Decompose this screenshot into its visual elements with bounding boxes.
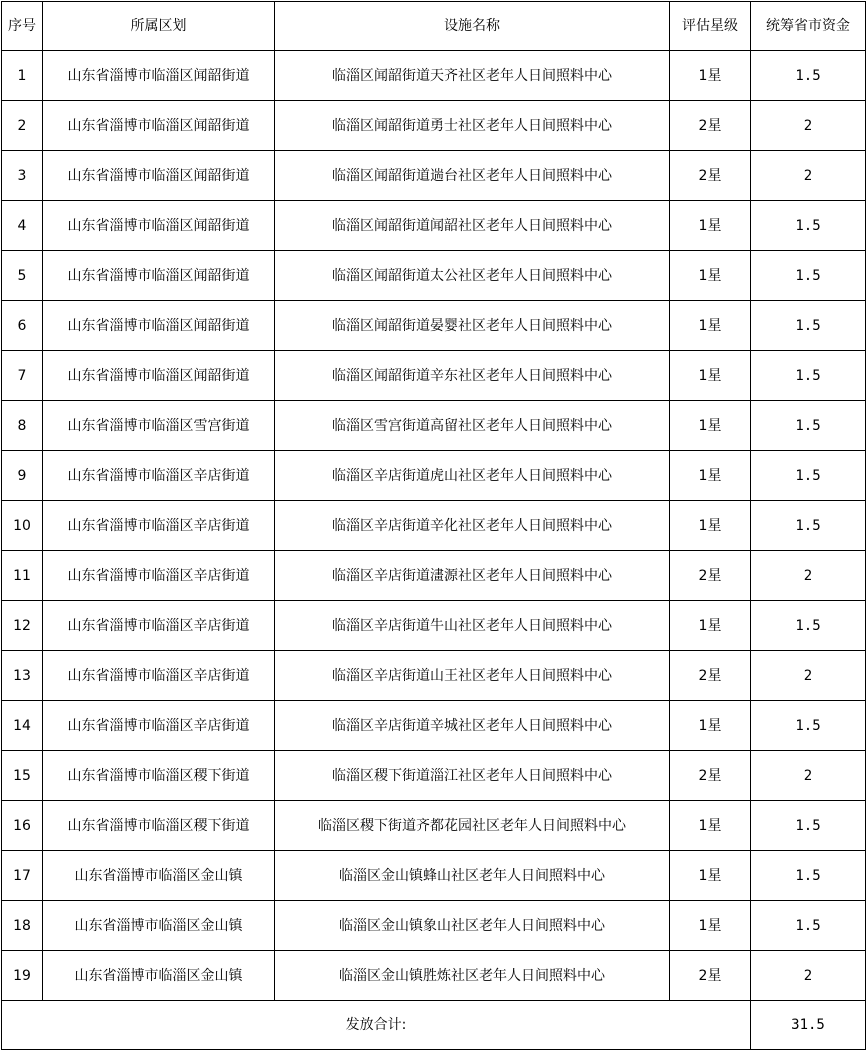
- cell-level: 2星: [670, 751, 751, 801]
- table-row: [2, 701, 866, 751]
- cell-funds: 2: [751, 651, 866, 701]
- table-row: [2, 551, 866, 601]
- cell-funds: 1.5: [751, 251, 866, 301]
- cell-funds: 2: [751, 101, 866, 151]
- table-row: [2, 951, 866, 1001]
- total-label: 发放合计:: [2, 1001, 751, 1050]
- cell-funds: 1.5: [751, 351, 866, 401]
- cell-region: 山东省淄博市临淄区闻韶街道: [43, 301, 275, 351]
- header-seq: 序号: [2, 2, 43, 51]
- cell-seq: 1: [2, 51, 43, 101]
- table-row: [2, 201, 866, 251]
- cell-level: 1星: [670, 201, 751, 251]
- cell-seq: 18: [2, 901, 43, 951]
- cell-region: 山东省淄博市临淄区闻韶街道: [43, 201, 275, 251]
- cell-funds: 1.5: [751, 201, 866, 251]
- cell-seq: 7: [2, 351, 43, 401]
- cell-funds: 1.5: [751, 901, 866, 951]
- cell-seq: 6: [2, 301, 43, 351]
- cell-level: 1星: [670, 401, 751, 451]
- cell-seq: 8: [2, 401, 43, 451]
- cell-region: 山东省淄博市临淄区稷下街道: [43, 751, 275, 801]
- cell-seq: 5: [2, 251, 43, 301]
- cell-region: 山东省淄博市临淄区辛店街道: [43, 501, 275, 551]
- cell-level: 1星: [670, 701, 751, 751]
- cell-facility: 临淄区闻韶街道天齐社区老年人日间照料中心: [275, 51, 670, 101]
- cell-funds: 1.5: [751, 601, 866, 651]
- cell-facility: 临淄区闻韶街道勇士社区老年人日间照料中心: [275, 101, 670, 151]
- total-value: 31.5: [751, 1001, 866, 1050]
- cell-level: 1星: [670, 301, 751, 351]
- cell-facility: 临淄区辛店街道辛城社区老年人日间照料中心: [275, 701, 670, 751]
- cell-funds: 1.5: [751, 851, 866, 901]
- cell-facility: 临淄区辛店街道牛山社区老年人日间照料中心: [275, 601, 670, 651]
- cell-level: 1星: [670, 51, 751, 101]
- table-row: [2, 351, 866, 401]
- cell-region: 山东省淄博市临淄区辛店街道: [43, 601, 275, 651]
- cell-funds: 2: [751, 951, 866, 1001]
- table-row: [2, 751, 866, 801]
- cell-level: 1星: [670, 801, 751, 851]
- cell-facility: 临淄区稷下街道齐都花园社区老年人日间照料中心: [275, 801, 670, 851]
- cell-seq: 14: [2, 701, 43, 751]
- cell-funds: 1.5: [751, 51, 866, 101]
- table-body: [2, 51, 866, 1001]
- cell-facility: 临淄区闻韶街道太公社区老年人日间照料中心: [275, 251, 670, 301]
- cell-seq: 9: [2, 451, 43, 501]
- cell-seq: 17: [2, 851, 43, 901]
- cell-seq: 3: [2, 151, 43, 201]
- table-row: [2, 401, 866, 451]
- cell-seq: 10: [2, 501, 43, 551]
- cell-level: 1星: [670, 901, 751, 951]
- cell-facility: 临淄区闻韶街道晏婴社区老年人日间照料中心: [275, 301, 670, 351]
- cell-facility: 临淄区辛店街道虎山社区老年人日间照料中心: [275, 451, 670, 501]
- cell-facility: 临淄区稷下街道淄江社区老年人日间照料中心: [275, 751, 670, 801]
- header-funds: 统筹省市资金: [751, 2, 866, 51]
- cell-region: 山东省淄博市临淄区辛店街道: [43, 651, 275, 701]
- cell-region: 山东省淄博市临淄区闻韶街道: [43, 51, 275, 101]
- cell-region: 山东省淄博市临淄区金山镇: [43, 901, 275, 951]
- cell-region: 山东省淄博市临淄区金山镇: [43, 851, 275, 901]
- cell-facility: 临淄区金山镇胜炼社区老年人日间照料中心: [275, 951, 670, 1001]
- cell-seq: 19: [2, 951, 43, 1001]
- cell-funds: 1.5: [751, 451, 866, 501]
- cell-region: 山东省淄博市临淄区闻韶街道: [43, 251, 275, 301]
- cell-region: 山东省淄博市临淄区闻韶街道: [43, 151, 275, 201]
- cell-seq: 16: [2, 801, 43, 851]
- table-row: [2, 451, 866, 501]
- cell-region: 山东省淄博市临淄区辛店街道: [43, 551, 275, 601]
- cell-facility: 临淄区金山镇象山社区老年人日间照料中心: [275, 901, 670, 951]
- cell-region: 山东省淄博市临淄区闻韶街道: [43, 351, 275, 401]
- cell-funds: 1.5: [751, 401, 866, 451]
- cell-facility: 临淄区雪宫街道高留社区老年人日间照料中心: [275, 401, 670, 451]
- header-row: [2, 2, 866, 51]
- table-row: [2, 901, 866, 951]
- cell-level: 1星: [670, 601, 751, 651]
- cell-funds: 1.5: [751, 701, 866, 751]
- cell-facility: 临淄区闻韶街道辛东社区老年人日间照料中心: [275, 351, 670, 401]
- table-row: [2, 651, 866, 701]
- table-row: [2, 301, 866, 351]
- cell-region: 山东省淄博市临淄区辛店街道: [43, 451, 275, 501]
- cell-facility: 临淄区闻韶街道闻韶社区老年人日间照料中心: [275, 201, 670, 251]
- cell-level: 2星: [670, 151, 751, 201]
- cell-facility: 临淄区辛店街道澅源社区老年人日间照料中心: [275, 551, 670, 601]
- cell-funds: 2: [751, 551, 866, 601]
- cell-funds: 1.5: [751, 801, 866, 851]
- cell-funds: 1.5: [751, 501, 866, 551]
- cell-seq: 11: [2, 551, 43, 601]
- cell-region: 山东省淄博市临淄区雪宫街道: [43, 401, 275, 451]
- cell-facility: 临淄区金山镇蜂山社区老年人日间照料中心: [275, 851, 670, 901]
- table-row: [2, 51, 866, 101]
- cell-level: 1星: [670, 251, 751, 301]
- header-facility: 设施名称: [275, 2, 670, 51]
- cell-level: 1星: [670, 451, 751, 501]
- cell-level: 2星: [670, 101, 751, 151]
- total-row: [2, 1001, 866, 1050]
- table-row: [2, 801, 866, 851]
- cell-seq: 12: [2, 601, 43, 651]
- header-level: 评估星级: [670, 2, 751, 51]
- cell-seq: 15: [2, 751, 43, 801]
- header-region: 所属区划: [43, 2, 275, 51]
- table-row: [2, 101, 866, 151]
- cell-facility: 临淄区辛店街道山王社区老年人日间照料中心: [275, 651, 670, 701]
- cell-funds: 2: [751, 751, 866, 801]
- cell-level: 2星: [670, 651, 751, 701]
- cell-level: 2星: [670, 551, 751, 601]
- table-row: [2, 501, 866, 551]
- cell-level: 1星: [670, 501, 751, 551]
- cell-seq: 13: [2, 651, 43, 701]
- table-row: [2, 851, 866, 901]
- cell-level: 1星: [670, 851, 751, 901]
- cell-level: 2星: [670, 951, 751, 1001]
- cell-funds: 1.5: [751, 301, 866, 351]
- table-row: [2, 251, 866, 301]
- funding-table: [1, 1, 866, 1050]
- cell-seq: 2: [2, 101, 43, 151]
- cell-region: 山东省淄博市临淄区闻韶街道: [43, 101, 275, 151]
- cell-region: 山东省淄博市临淄区金山镇: [43, 951, 275, 1001]
- cell-facility: 临淄区闻韶街道遄台社区老年人日间照料中心: [275, 151, 670, 201]
- table-row: [2, 151, 866, 201]
- cell-region: 山东省淄博市临淄区稷下街道: [43, 801, 275, 851]
- cell-region: 山东省淄博市临淄区辛店街道: [43, 701, 275, 751]
- cell-level: 1星: [670, 351, 751, 401]
- cell-funds: 2: [751, 151, 866, 201]
- table-row: [2, 601, 866, 651]
- cell-facility: 临淄区辛店街道辛化社区老年人日间照料中心: [275, 501, 670, 551]
- cell-seq: 4: [2, 201, 43, 251]
